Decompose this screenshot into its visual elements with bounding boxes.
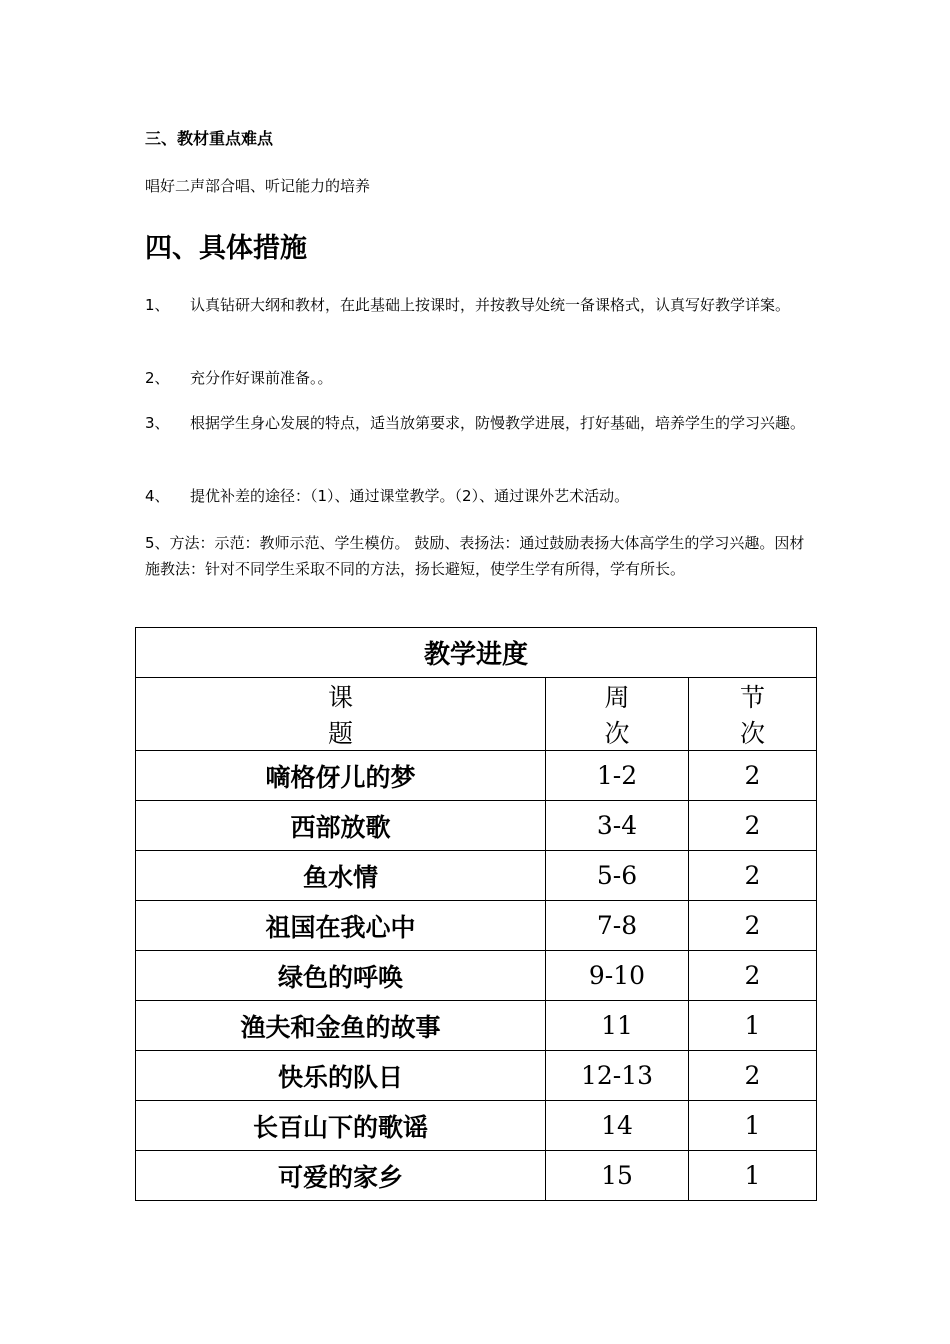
item-text: 提优补差的途径：（1）、通过课堂教学。（2）、通过课外艺术活动。: [190, 487, 630, 505]
header-period: 节次: [689, 678, 817, 751]
measure-item-4: [145, 483, 815, 509]
periods-cell: 2: [689, 1051, 817, 1101]
table-row: [136, 1151, 817, 1201]
periods-cell: 2: [689, 751, 817, 801]
periods-cell: 1: [689, 1101, 817, 1151]
table-title-row: [136, 628, 817, 678]
table-row: [136, 851, 817, 901]
lesson-cell: 鱼水情: [136, 851, 546, 901]
table-row: [136, 901, 817, 951]
table-row: [136, 751, 817, 801]
lesson-cell: 西部放歌: [136, 801, 546, 851]
table-header-row: [136, 678, 817, 751]
item-text: 认真钻研大纲和教材，在此基础上按课时，并按教导处统一备课格式，认真写好教学详案。: [190, 296, 791, 314]
measure-item-3: [145, 410, 815, 436]
lesson-cell: 渔夫和金鱼的故事: [136, 1001, 546, 1051]
lesson-cell: 可爱的家乡: [136, 1151, 546, 1201]
table-row: [136, 951, 817, 1001]
periods-cell: 1: [689, 1001, 817, 1051]
item-text: 根据学生身心发展的特点，适当放第要求，防慢教学进展，打好基础，培养学生的学习兴趣。: [190, 414, 806, 432]
section3-heading: 三、教材重点难点: [145, 129, 274, 148]
table-row: [136, 1001, 817, 1051]
periods-cell: 1: [689, 1151, 817, 1201]
lesson-cell: 祖国在我心中: [136, 901, 546, 951]
weeks-cell: 15: [546, 1151, 689, 1201]
weeks-cell: 7-8: [546, 901, 689, 951]
item-number: 3、: [145, 414, 170, 432]
periods-cell: 2: [689, 901, 817, 951]
weeks-cell: 9-10: [546, 951, 689, 1001]
item-number: 2、: [145, 369, 170, 387]
weeks-cell: 12-13: [546, 1051, 689, 1101]
item-text: 5、方法：示范：教师示范、学生模仿。 鼓励、表扬法：通过鼓励表扬大体高学生的学习兴趣。因材施教法：针对不同学生采取不同的方法，扬长避短，使学生学有所得，学有所长。: [145, 534, 805, 578]
table-row: [136, 801, 817, 851]
weeks-cell: 14: [546, 1101, 689, 1151]
measure-item-2: [145, 365, 815, 391]
item-text: 充分作好课前准备。。: [190, 369, 333, 387]
item-number: 1、: [145, 296, 170, 314]
section3-body: 唱好二声部合唱、听记能力的培养: [145, 177, 371, 195]
lesson-cell: 快乐的队日: [136, 1051, 546, 1101]
item-number: 4、: [145, 487, 170, 505]
section4-heading: 四、具体措施: [145, 233, 307, 264]
lesson-cell: 长百山下的歌谣: [136, 1101, 546, 1151]
table-title: 教学进度: [136, 628, 817, 678]
table-row: [136, 1101, 817, 1151]
weeks-cell: 3-4: [546, 801, 689, 851]
weeks-cell: 1-2: [546, 751, 689, 801]
weeks-cell: 5-6: [546, 851, 689, 901]
weeks-cell: 11: [546, 1001, 689, 1051]
periods-cell: 2: [689, 951, 817, 1001]
measure-item-1: [145, 292, 815, 318]
lesson-cell: 嘀格伢儿的梦: [136, 751, 546, 801]
lesson-cell: 绿色的呼唤: [136, 951, 546, 1001]
table-row: [136, 1051, 817, 1101]
header-week: 周次: [546, 678, 689, 751]
periods-cell: 2: [689, 801, 817, 851]
measure-item-5: [145, 530, 815, 582]
schedule-table: [135, 627, 817, 1201]
header-lesson: 课题: [136, 678, 546, 751]
periods-cell: 2: [689, 851, 817, 901]
